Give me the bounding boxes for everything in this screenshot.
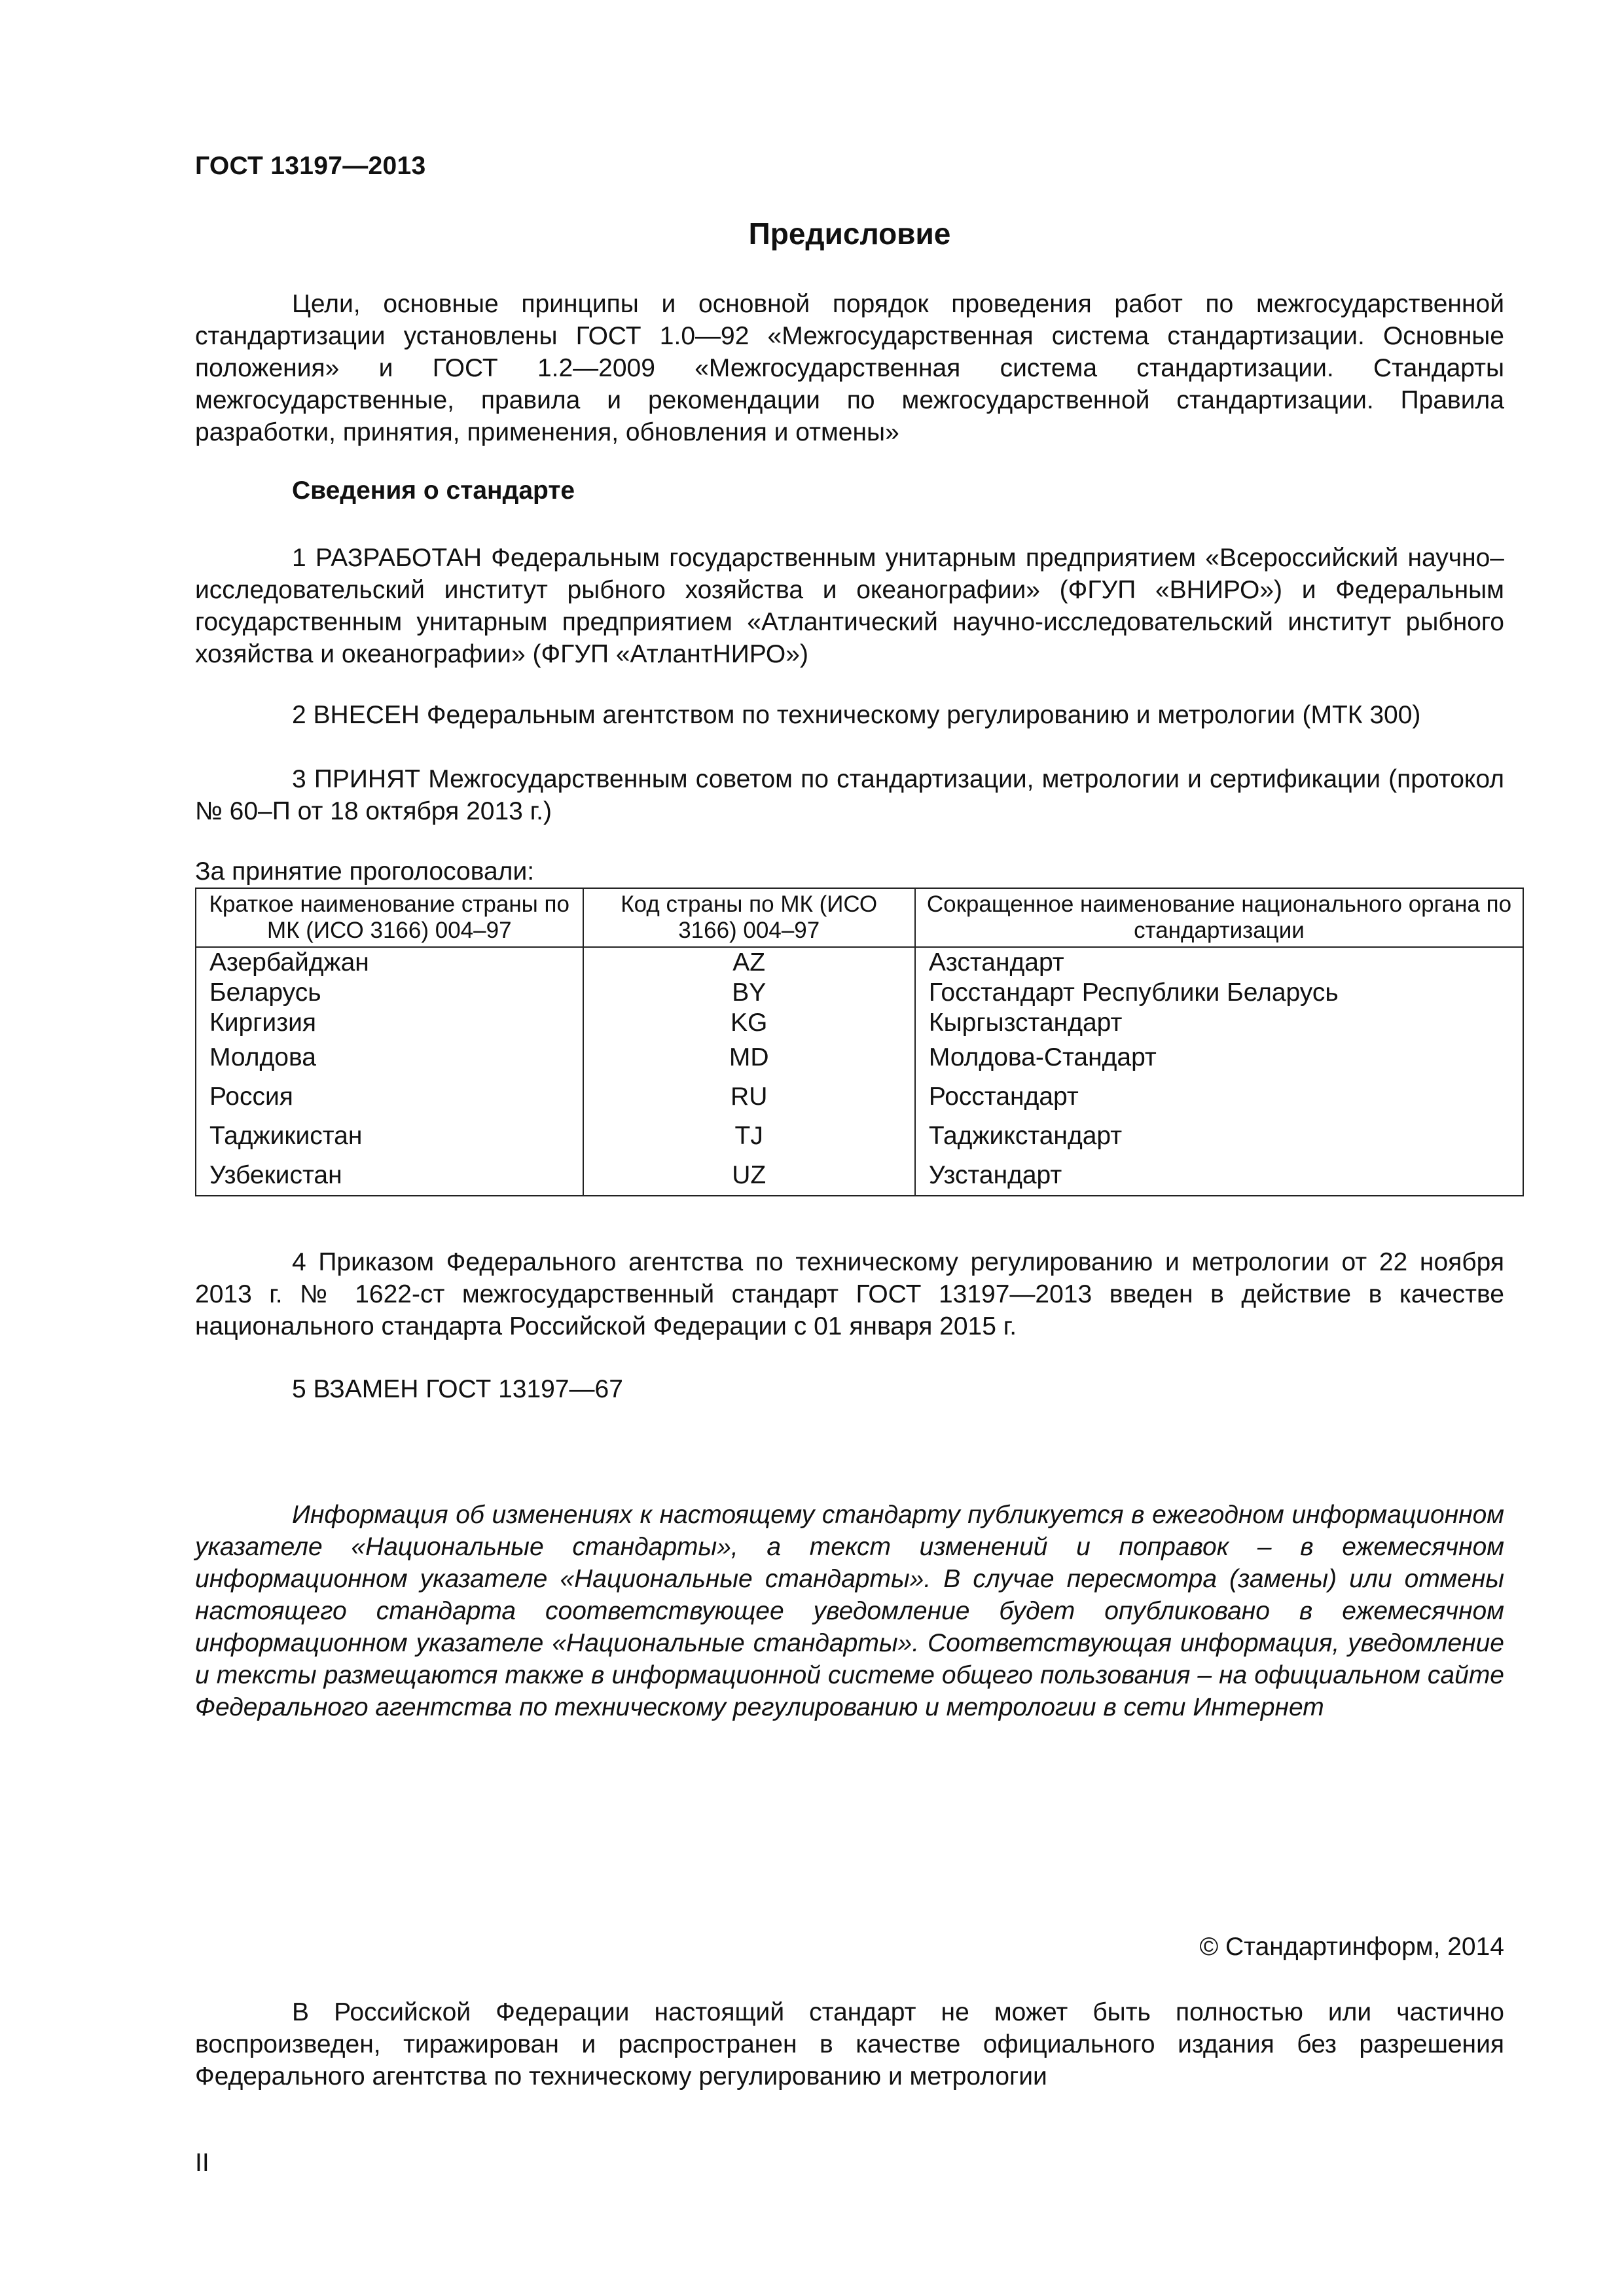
reproduction-notice: В Российской Федерации настоящий стандарт не может быть полностью или частично воспроизведен, тиражирован и распространен в качестве официального издания без разрешения Федерального агентства по техническому регулированию и метрологии <box>195 1998 1504 2090</box>
votes-caption: За принятие проголосовали: <box>195 857 535 886</box>
table-row <box>196 1156 1523 1196</box>
country-code-cell: UZ <box>583 1156 915 1196</box>
country-cell: Киргизия <box>196 1008 583 1038</box>
standard-info-item-3: 3 ПРИНЯТ Межгосударственным советом по стандартизации, метрологии и сертификации (протокол № 60–П от 18 октября 2013 г.) <box>195 765 1504 825</box>
country-code-cell: MD <box>583 1038 915 1077</box>
votes-table-header-row <box>196 888 1523 947</box>
page-title: Предисловие <box>748 217 951 251</box>
country-code-cell: AZ <box>583 947 915 978</box>
table-row <box>196 1008 1523 1038</box>
column-header-code: Код страны по МК (ИСО 3166) 004–97 <box>583 888 915 947</box>
copyright-line: © Стандартинформ, 2014 <box>1199 1933 1504 1961</box>
country-cell: Таджикистан <box>196 1117 583 1156</box>
table-row <box>196 947 1523 978</box>
table-row <box>196 1038 1523 1077</box>
document-code: ГОСТ 13197—2013 <box>195 152 426 180</box>
standard-info-item-2: 2 ВНЕСЕН Федеральным агентством по техническому регулированию и метрологии (МТК 300) <box>292 701 1421 729</box>
country-cell: Узбекистан <box>196 1156 583 1196</box>
standards-body-cell: Узстандарт <box>915 1156 1523 1196</box>
table-row <box>196 1077 1523 1117</box>
standards-body-cell: Азстандарт <box>915 947 1523 978</box>
standards-body-cell: Кыргызстандарт <box>915 1008 1523 1038</box>
country-cell: Молдова <box>196 1038 583 1077</box>
standard-info-heading: Сведения о стандарте <box>292 476 575 505</box>
page-number: II <box>195 2149 209 2177</box>
country-code-cell: RU <box>583 1077 915 1117</box>
country-cell: Беларусь <box>196 978 583 1008</box>
column-header-country: Краткое наименование страны по МК (ИСО 3166) 004–97 <box>196 888 583 947</box>
standards-body-cell: Росстандарт <box>915 1077 1523 1117</box>
table-row <box>196 1117 1523 1156</box>
column-header-body: Сокращенное наименование национального органа по стандартизации <box>915 888 1523 947</box>
amendments-notice: Информация об изменениях к настоящему стандарту публикуется в ежегодном информационном указателе «Национальные стандарты», а текст изменений и поправок – в ежемесячном информационном указателе «Национальные стандарты». В случае пересмотра (замены) или отмены настоящего стандарта соответствующее уведомление будет опубликовано в ежемесячном информационном указателе «Национальные стандарты». Соответствующая информация, уведомление и тексты размещаются также в информационной системе общего пользования – на официальном сайте Федерального агентства по техническому регулированию и метрологии в сети Интернет <box>195 1501 1504 1721</box>
standard-info-item-4: 4 Приказом Федерального агентства по техническому регулированию и метрологии от 22 ноября 2013 г. № 1622-ст межгосударственный стандарт ГОСТ 13197—2013 введен в действие в качестве национального стандарта Российской Федерации с 01 января 2015 г. <box>195 1248 1504 1340</box>
standard-info-item-5: 5 ВЗАМЕН ГОСТ 13197—67 <box>292 1375 623 1403</box>
votes-table <box>195 888 1524 1196</box>
standards-body-cell: Госстандарт Республики Беларусь <box>915 978 1523 1008</box>
table-row <box>196 978 1523 1008</box>
country-cell: Россия <box>196 1077 583 1117</box>
country-code-cell: BY <box>583 978 915 1008</box>
country-code-cell: TJ <box>583 1117 915 1156</box>
country-cell: Азербайджан <box>196 947 583 978</box>
standards-body-cell: Таджикстандарт <box>915 1117 1523 1156</box>
standards-body-cell: Молдова-Стандарт <box>915 1038 1523 1077</box>
country-code-cell: KG <box>583 1008 915 1038</box>
standard-info-item-1: 1 РАЗРАБОТАН Федеральным государственным унитарным предприятием «Всероссийский научно–исследовательский институт рыбного хозяйства и океанографии» (ФГУП «ВНИРО») и Федеральным государственным унитарным предприятием «Атлантический научно-исследовательский институт рыбного хозяйства и океанографии» (ФГУП «АтлантНИРО») <box>195 544 1504 668</box>
preface-intro: Цели, основные принципы и основной порядок проведения работ по межгосударственной стандартизации установлены ГОСТ 1.0—92 «Межгосударственная система стандартизации. Основные положения» и ГОСТ 1.2—2009 «Межгосударственная система стандартизации. Стандарты межгосударственные, правила и рекомендации по межгосударственной стандартизации. Правила разработки, принятия, применения, обновления и отмены» <box>195 290 1504 446</box>
